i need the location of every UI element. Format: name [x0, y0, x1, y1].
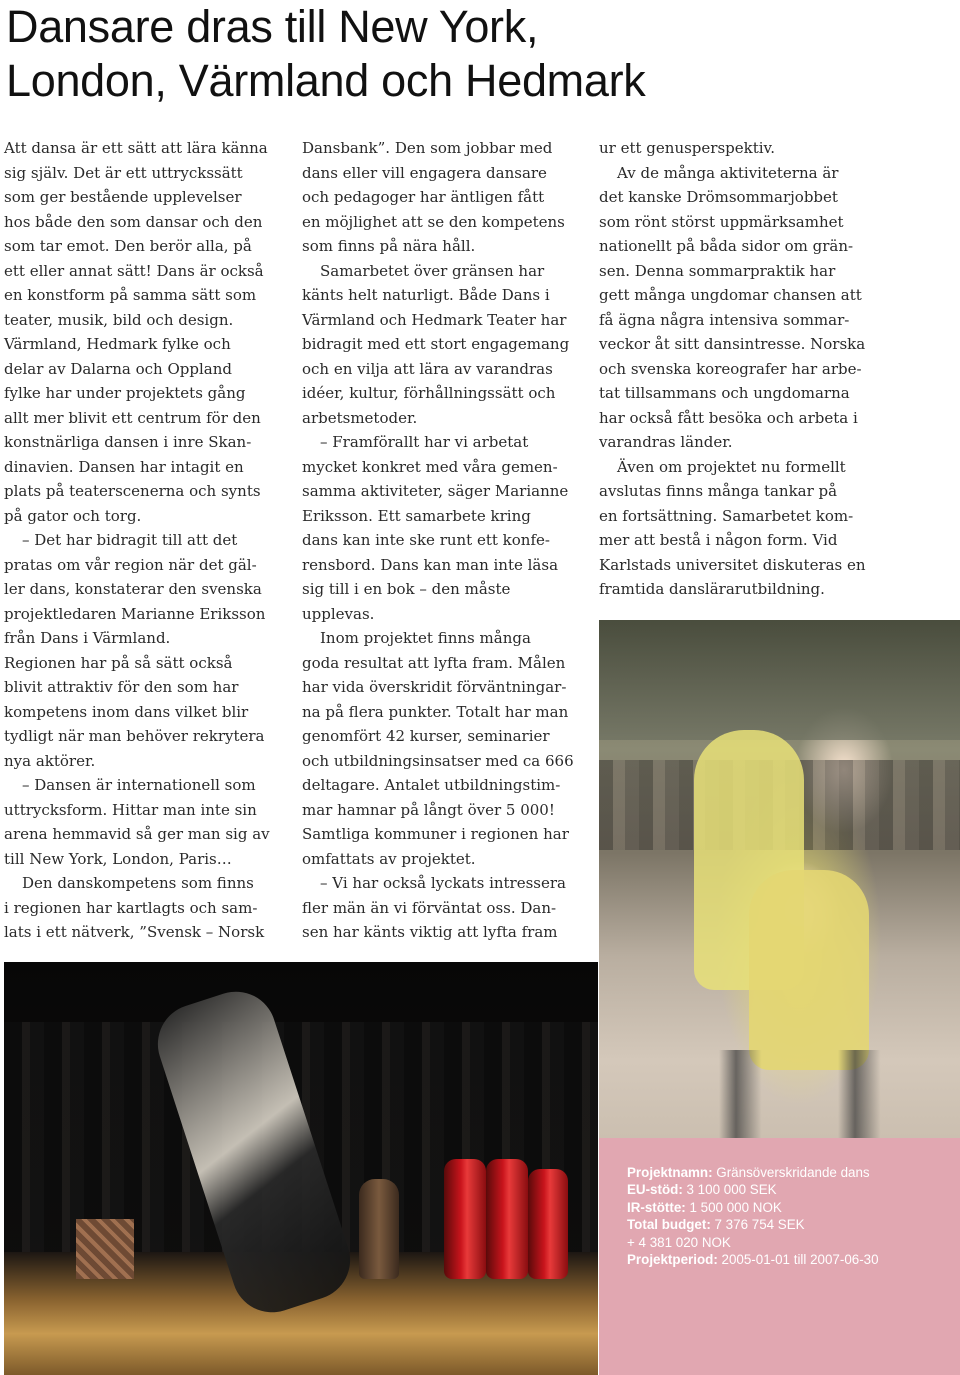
text-line: och en vilja att lära av varandras [302, 359, 553, 378]
text-line: Samtliga kommuner i regionen har [302, 825, 569, 843]
text-line: i regionen har kartlagts och sam- [4, 898, 258, 917]
text-line: till New York, London, Paris… [4, 849, 232, 868]
paragraph [599, 161, 889, 455]
text-line: fylke har under projektets gång [4, 384, 246, 402]
info-label: Projektnamn: [627, 1165, 713, 1180]
text-line: veckor åt sitt dansintresse. Norska [599, 335, 866, 353]
text-line: har vida överskridit förväntningar- [302, 678, 567, 696]
article-title [6, 0, 645, 108]
info-value: 7 376 754 SEK [710, 1217, 805, 1233]
text-line: lats i ett nätverk, ”Svensk – Norsk [4, 923, 265, 941]
text-line: en fortsättning. Samarbetet kom- [599, 506, 854, 525]
text-line: ur ett genusperspektiv. [599, 139, 776, 157]
text-line: gett många ungdomar chansen att [599, 286, 862, 304]
text-line: dinavien. Dansen har intagit en [4, 457, 244, 476]
text-line: genomfört 42 kurser, seminarier [302, 727, 550, 745]
text-line: upplevas. [302, 604, 375, 623]
photo-dancer-bottom [749, 870, 869, 1070]
text-line: Även om projektet nu formellt [617, 457, 846, 476]
text-line: allt mer blivit ett centrum för den [4, 408, 261, 427]
text-line: samma aktiviteter, säger Marianne [302, 482, 569, 500]
photo-dancers-square [599, 620, 960, 1138]
project-info-box [599, 1138, 960, 1375]
text-line: och svenska koreografer har arbe- [599, 359, 862, 378]
paragraph [302, 871, 588, 945]
text-line: Av de många aktiviteterna är [617, 163, 839, 182]
photo-conga-drum [528, 1169, 568, 1279]
photo-patterned-box [76, 1219, 134, 1279]
paragraph [302, 626, 588, 871]
text-line: sen. Denna sommarpraktik har [599, 261, 836, 280]
text-line: och utbildningsinsatser med ca 666 [302, 751, 574, 770]
text-line: från Dans i Värmland. [4, 629, 171, 647]
text-line: omfattats av projektet. [302, 849, 476, 868]
text-line: pratas om vår region när det gäl- [4, 555, 257, 574]
photo-conga-drum [444, 1159, 486, 1279]
text-line: känts helt naturligt. Både Dans i [302, 286, 550, 304]
text-line: som finns på nära håll. [302, 237, 476, 255]
text-line: kompetens inom dans vilket blir [4, 702, 249, 721]
text-line: plats på teaterscenerna och synts [4, 482, 261, 500]
text-line: Karlstads universitet diskuteras en [599, 555, 866, 574]
text-line: hos både den som dansar och den [4, 212, 263, 231]
info-row [627, 1181, 879, 1198]
info-value: Gränsöverskridande dans [712, 1165, 870, 1180]
text-line: ett eller annat sätt! Dans är också [4, 261, 264, 280]
text-line: fler män än vi förväntat oss. Dan- [302, 898, 557, 917]
text-line: och pedagoger har äntligen fått [302, 188, 545, 206]
text-line: arbetsmetoder. [302, 408, 418, 427]
text-line: Att dansa är ett sätt att lära känna [4, 139, 268, 157]
info-row [627, 1216, 879, 1233]
paragraph [4, 773, 292, 871]
text-line: Den danskompetens som finns [22, 874, 254, 892]
photo-djembe-drum [359, 1179, 399, 1279]
text-line: sig själv. Det är ett uttryckssätt [4, 163, 243, 182]
photo-background [599, 620, 960, 740]
paragraph [4, 136, 292, 528]
text-line: Regionen har på så sätt också [4, 653, 233, 672]
text-line: sen har känts viktig att lyfta fram [302, 923, 558, 941]
text-line: goda resultat att lyfta fram. Målen [302, 653, 566, 672]
text-line: bidragit med ett stort engagemang [302, 335, 570, 353]
text-line: mycket konkret med våra gemen- [302, 457, 558, 476]
text-line: blivit attraktiv för den som har [4, 678, 239, 696]
text-line: Samarbetet över gränsen har [320, 261, 545, 280]
photo-conga-drum [486, 1159, 528, 1279]
text-line: sig till i en bok – den måste [302, 580, 511, 598]
paragraph [599, 136, 889, 161]
text-line: – Framförallt har vi arbetat [320, 433, 529, 451]
text-line: dans eller vill engagera dansare [302, 163, 547, 182]
text-line: som ger bestående upplevelser [4, 188, 242, 206]
text-line: Inom projektet finns många [320, 629, 531, 647]
text-line: – Det har bidragit till att det [22, 531, 238, 549]
text-line: avslutas finns många tankar på [599, 482, 838, 500]
text-line: Värmland, Hedmark fylke och [4, 335, 231, 353]
paragraph [4, 871, 292, 945]
info-value: 2005-01-01 till 2007-06-30 [717, 1252, 879, 1268]
text-line: rensbord. Dans kan man inte läsa [302, 555, 559, 574]
info-row [627, 1234, 879, 1251]
text-line: – Dansen är internationell som [22, 776, 256, 794]
text-column-3 [599, 136, 889, 602]
text-line: som tar emot. Den berör alla, på [4, 237, 252, 255]
paragraph [4, 651, 292, 774]
photo-legs [719, 1050, 889, 1138]
text-line: en möjlighet att se den kompetens [302, 212, 565, 231]
info-row [627, 1199, 879, 1216]
text-line: – Vi har också lyckats intressera [320, 874, 566, 892]
info-value: + 4 381 020 NOK [627, 1234, 731, 1250]
title-line-2: London, Värmland och Hedmark [6, 55, 646, 106]
text-line: nationellt på båda sidor om grän- [599, 237, 854, 255]
text-line: teater, musik, bild och design. [4, 310, 234, 329]
paragraph [302, 430, 588, 626]
text-line: ler dans, konstaterar den svenska [4, 580, 262, 598]
text-line: Eriksson. Ett samarbete kring [302, 506, 531, 525]
paragraph [4, 528, 292, 651]
text-line: projektledaren Marianne Eriksson [4, 604, 266, 623]
paragraph [302, 136, 588, 259]
info-row [627, 1164, 879, 1181]
text-line: arena hemmavid så ger man sig av [4, 825, 270, 843]
photo-stage-dancer [4, 962, 598, 1375]
text-line: uttrycksform. Hittar man inte sin [4, 800, 257, 819]
info-value: 3 100 000 SEK [682, 1182, 777, 1198]
text-line: det kanske Drömsommarjobbet [599, 188, 838, 206]
text-line: mar hamnar på långt över 5 000! [302, 800, 555, 819]
paragraph [599, 455, 889, 602]
text-line: Värmland och Hedmark Teater har [302, 310, 567, 329]
info-label: Projektperiod: [627, 1252, 718, 1268]
text-line: tydligt när man behöver rekrytera [4, 727, 265, 745]
text-line: na på flera punkter. Totalt har man [302, 702, 569, 721]
text-line: deltagare. Antalet utbildningstim- [302, 776, 561, 794]
info-label: IR-stötte: [627, 1199, 686, 1215]
text-column-2 [302, 136, 588, 945]
info-value: 1 500 000 NOK [685, 1199, 782, 1215]
info-row [627, 1251, 879, 1268]
title-line-1: Dansare dras till New York, [6, 1, 539, 52]
text-line: delar av Dalarna och Oppland [4, 359, 232, 378]
text-line: tat tillsammans och ungdomarna [599, 384, 850, 402]
text-line: på gator och torg. [4, 506, 142, 525]
text-line: nya aktörer. [4, 751, 96, 770]
text-line: idéer, kultur, förhållningssätt och [302, 384, 556, 402]
text-column-1 [4, 136, 292, 945]
text-line: som rönt störst uppmärksamhet [599, 212, 844, 231]
info-label: Total budget: [627, 1217, 711, 1233]
text-line: Dansbank”. Den som jobbar med [302, 139, 553, 157]
text-line: mer att bestå i någon form. Vid [599, 531, 838, 549]
text-line: framtida danslärarutbildning. [599, 580, 825, 598]
text-line: varandras länder. [599, 433, 733, 451]
text-line: dans kan inte ske runt ett konfe- [302, 531, 550, 549]
text-line: en konstform på samma sätt som [4, 286, 257, 304]
text-line: få ägna några intensiva sommar- [599, 310, 850, 329]
paragraph [302, 259, 588, 431]
text-line: har också fått besöka och arbeta i [599, 408, 858, 427]
text-line: konstnärliga dansen i inre Skan- [4, 433, 252, 451]
project-info-list [627, 1164, 879, 1268]
info-label: EU-stöd: [627, 1182, 683, 1198]
